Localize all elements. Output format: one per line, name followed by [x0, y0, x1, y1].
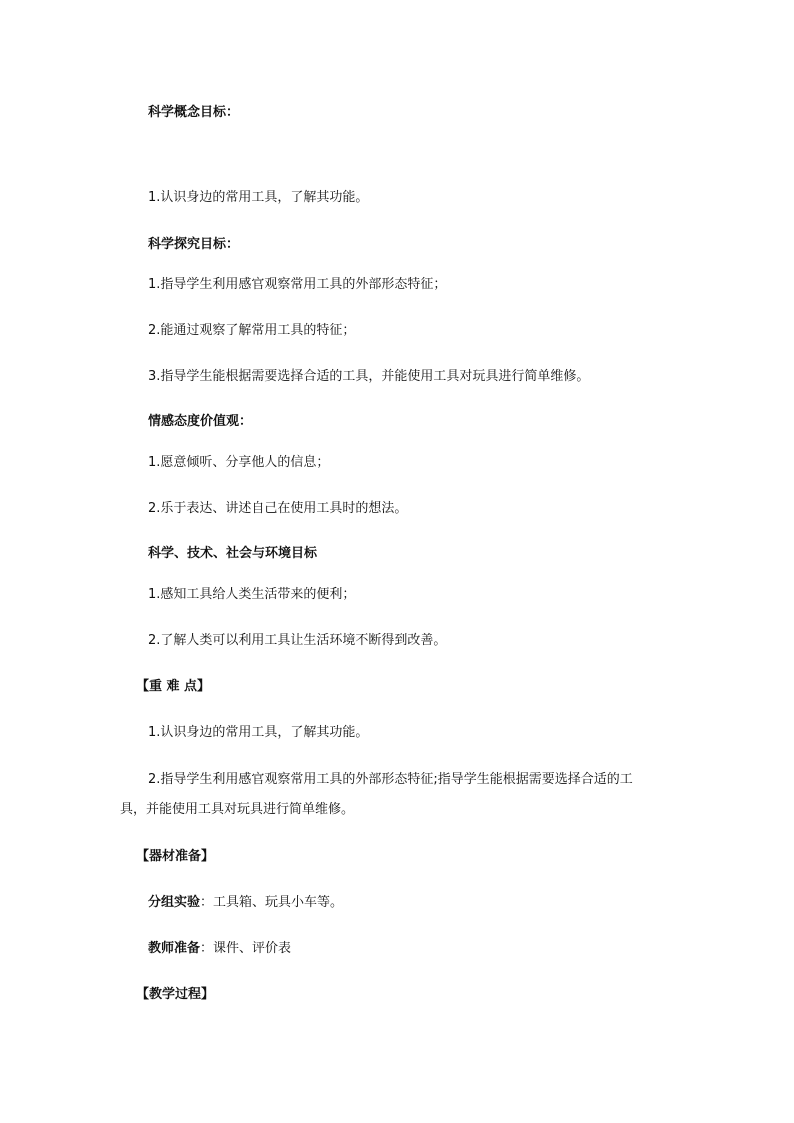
group-value: ：工具箱、玩具小车等。	[200, 895, 344, 910]
stse-item-2: 2.了解人类可以利用工具让生活环境不断得到改善。	[148, 633, 447, 648]
inquiry-item-1: 1.指导学生利用感官观察常用工具的外部形态特征；	[148, 277, 447, 292]
teacher-value: ：课件、评价表	[200, 941, 292, 956]
group-experiment-line	[148, 894, 343, 912]
key-item-1: 1.认识身边的常用工具，了解其功能。	[148, 725, 369, 740]
inquiry-item-2: 2.能通过观察了解常用工具的特征；	[148, 323, 356, 338]
attitude-item-2: 2.乐于表达、讲述自己在使用工具时的想法。	[148, 501, 408, 516]
stse-item-1: 1.感知工具给人类生活带来的便利；	[148, 587, 356, 602]
key-heading: 【重 难 点】	[136, 679, 211, 694]
inquiry-item-3: 3.指导学生能根据需要选择合适的工具，并能使用工具对玩具进行简单维修。	[148, 369, 590, 384]
key-item-2-line-2: 具，并能使用工具对玩具进行简单维修。	[120, 802, 355, 817]
inquiry-heading: 科学探究目标：	[148, 237, 240, 252]
key-item-2-line-1: 2.指导学生利用感官观察常用工具的外部形态特征;指导学生能根据需要选择合适的工	[148, 772, 633, 787]
group-label: 分组实验	[148, 895, 201, 910]
attitude-item-1: 1.愿意倾听、分享他人的信息；	[148, 455, 330, 470]
concept-heading: 科学概念目标：	[148, 105, 240, 120]
teacher-prep-line	[148, 940, 291, 958]
concept-item-1: 1.认识身边的常用工具，了解其功能。	[148, 190, 369, 205]
process-heading: 【教学过程】	[136, 987, 215, 1002]
teacher-label: 教师准备	[148, 941, 201, 956]
attitude-heading: 情感态度价值观：	[148, 414, 253, 429]
equipment-heading: 【器材准备】	[136, 849, 215, 864]
stse-heading: 科学、技术、社会与环境目标	[148, 546, 318, 561]
